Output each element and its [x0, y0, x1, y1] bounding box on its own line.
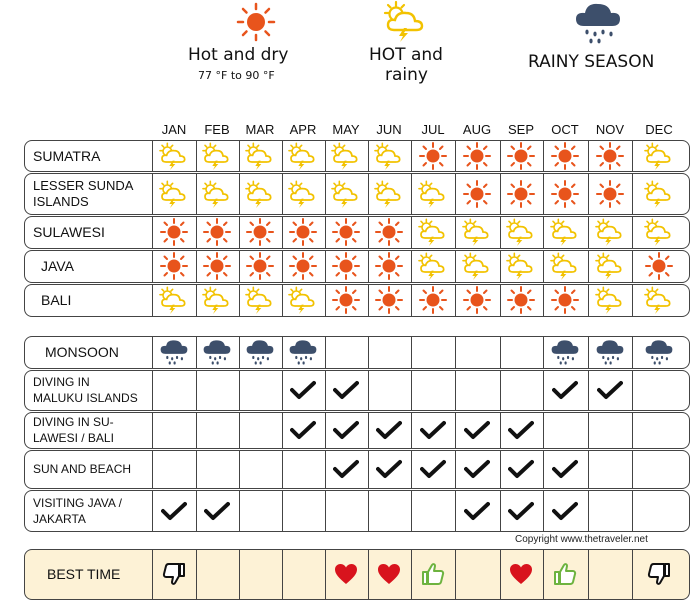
- sun-storm-icon: [326, 174, 366, 213]
- column-divider: [239, 451, 240, 488]
- column-divider: [282, 491, 283, 531]
- sun-icon: [501, 285, 541, 315]
- column-divider: [500, 371, 501, 410]
- checkmark-icon: [545, 451, 585, 487]
- climate-row: [24, 250, 690, 283]
- sun-icon: [369, 285, 409, 315]
- column-divider: [588, 337, 589, 368]
- sun-icon: [154, 251, 194, 281]
- checkmark-icon: [413, 413, 453, 447]
- column-divider: [588, 491, 589, 531]
- column-divider: [282, 451, 283, 488]
- column-divider: [455, 141, 456, 171]
- row-label: VISITING JAVA /: [33, 495, 122, 510]
- sun-storm-icon: [639, 285, 679, 315]
- checkmark-icon: [501, 491, 541, 530]
- month-label: DEC: [645, 122, 673, 137]
- best-time-row: [24, 549, 690, 600]
- checkmark-icon: [197, 491, 237, 530]
- column-divider: [325, 491, 326, 531]
- column-divider: [411, 217, 412, 248]
- legend-rainy-title: RAINY SEASON: [528, 52, 655, 72]
- climate-row: [24, 140, 690, 172]
- legend-hot-rainy-title-1: HOT and: [369, 45, 443, 65]
- month-label: FEB: [204, 122, 230, 137]
- checkmark-icon: [369, 451, 409, 487]
- sun-storm-icon: [197, 285, 237, 315]
- thumbs-down-icon: [154, 550, 194, 598]
- month-label: SEP: [507, 122, 534, 137]
- column-divider: [543, 337, 544, 368]
- checkmark-icon: [283, 371, 323, 409]
- sun-icon: [283, 251, 323, 281]
- column-divider: [455, 337, 456, 368]
- sun-storm-icon: [283, 174, 323, 213]
- column-divider: [632, 251, 633, 282]
- column-divider: [455, 217, 456, 248]
- row-label: BEST TIME: [47, 566, 121, 582]
- column-divider: [152, 217, 153, 248]
- thumbs-up-icon: [545, 550, 585, 598]
- heart-icon: [501, 550, 541, 598]
- copyright: Copyright www.thetraveler.net: [515, 534, 648, 545]
- sun-storm-icon: [545, 251, 585, 281]
- column-divider: [239, 491, 240, 531]
- row-label: MALUKU ISLANDS: [33, 391, 138, 405]
- sun-storm-icon: [590, 217, 630, 247]
- sun-storm-icon: [413, 251, 453, 281]
- checkmark-icon: [457, 451, 497, 487]
- row-label: DIVING IN SU-: [33, 415, 114, 429]
- sun-storm-icon: [240, 141, 280, 170]
- column-divider: [411, 251, 412, 282]
- sun-storm-icon: [240, 174, 280, 213]
- month-label: MAY: [332, 122, 360, 137]
- checkmark-icon: [326, 371, 366, 409]
- sun-icon: [326, 285, 366, 315]
- sun-storm-icon: [154, 141, 194, 170]
- column-divider: [455, 174, 456, 214]
- sun-storm-icon: [413, 217, 453, 247]
- column-divider: [196, 413, 197, 448]
- sun-icon: [457, 174, 497, 213]
- column-divider: [632, 285, 633, 316]
- column-divider: [368, 371, 369, 410]
- checkmark-icon: [326, 413, 366, 447]
- column-divider: [588, 217, 589, 248]
- column-divider: [632, 217, 633, 248]
- sun-icon: [590, 141, 630, 170]
- sun-storm-icon: [639, 174, 679, 213]
- column-divider: [455, 413, 456, 448]
- column-divider: [152, 251, 153, 282]
- row-label: SULAWESI: [33, 224, 105, 240]
- row-label: JAVA: [41, 258, 74, 274]
- sun-icon: [413, 141, 453, 170]
- rain-cloud-icon: [240, 337, 280, 367]
- sun-storm-icon: [639, 141, 679, 170]
- sun-storm-icon: [501, 251, 541, 281]
- rain-cloud-icon: [154, 337, 194, 367]
- column-divider: [411, 491, 412, 531]
- checkmark-icon: [326, 451, 366, 487]
- sun-icon: [457, 285, 497, 315]
- sun-icon: [501, 174, 541, 213]
- rain-cloud-icon: [639, 337, 679, 367]
- rain-cloud-icon: [283, 337, 323, 367]
- activity-row: [24, 450, 690, 489]
- column-divider: [543, 491, 544, 531]
- column-divider: [455, 491, 456, 531]
- checkmark-icon: [501, 413, 541, 447]
- row-label: LESSER SUNDA: [33, 177, 134, 193]
- column-divider: [152, 371, 153, 410]
- sun-icon: [240, 217, 280, 247]
- column-divider: [368, 337, 369, 368]
- checkmark-icon: [545, 491, 585, 530]
- rain-cloud-icon: [545, 337, 585, 367]
- month-label: JUL: [421, 122, 445, 137]
- rain-cloud-icon: [574, 0, 622, 51]
- column-divider: [543, 174, 544, 214]
- sun-icon: [240, 251, 280, 281]
- checkmark-icon: [501, 451, 541, 487]
- column-divider: [411, 371, 412, 410]
- row-label: SUN AND BEACH: [33, 462, 132, 476]
- column-divider: [632, 451, 633, 488]
- column-divider: [543, 413, 544, 448]
- sun-storm-icon: [590, 285, 630, 315]
- sun-storm-icon: [545, 217, 585, 247]
- column-divider: [632, 371, 633, 410]
- column-divider: [588, 413, 589, 448]
- sun-storm-icon: [457, 251, 497, 281]
- sun-storm-icon: [590, 251, 630, 281]
- checkmark-icon: [154, 491, 194, 530]
- sun-icon: [545, 285, 585, 315]
- row-label: JAKARTA: [33, 511, 86, 526]
- column-divider: [632, 550, 633, 599]
- checkmark-icon: [590, 371, 630, 409]
- column-divider: [455, 550, 456, 599]
- column-divider: [543, 451, 544, 488]
- checkmark-icon: [283, 413, 323, 447]
- sun-storm-icon: [326, 141, 366, 170]
- column-divider: [543, 217, 544, 248]
- sun-icon: [369, 217, 409, 247]
- column-divider: [152, 337, 153, 368]
- column-divider: [411, 141, 412, 171]
- column-divider: [632, 337, 633, 368]
- column-divider: [411, 337, 412, 368]
- column-divider: [543, 285, 544, 316]
- activity-row: [24, 336, 690, 369]
- column-divider: [152, 413, 153, 448]
- row-label: LAWESI / BALI: [33, 431, 114, 445]
- legend-hot-rainy-title-2: rainy: [385, 65, 428, 85]
- column-divider: [543, 141, 544, 171]
- column-divider: [588, 251, 589, 282]
- column-divider: [632, 174, 633, 214]
- sun-storm-icon: [283, 141, 323, 170]
- sun-storm-icon: [501, 217, 541, 247]
- sun-icon: [283, 217, 323, 247]
- checkmark-icon: [413, 451, 453, 487]
- column-divider: [543, 251, 544, 282]
- checkmark-icon: [545, 371, 585, 409]
- row-label: MONSOON: [45, 344, 119, 360]
- month-label: AUG: [462, 122, 492, 137]
- month-label: MAR: [245, 122, 275, 137]
- column-divider: [411, 285, 412, 316]
- column-divider: [239, 550, 240, 599]
- activity-row: [24, 490, 690, 532]
- climate-row: [24, 284, 690, 317]
- column-divider: [239, 413, 240, 448]
- month-label: OCT: [551, 122, 579, 137]
- checkmark-icon: [457, 491, 497, 530]
- column-divider: [632, 491, 633, 531]
- column-divider: [500, 337, 501, 368]
- legend-hot-dry-title: Hot and dry: [188, 45, 289, 65]
- column-divider: [588, 141, 589, 171]
- sun-icon: [154, 217, 194, 247]
- sun-storm-icon: [413, 174, 453, 213]
- month-label: JAN: [161, 122, 187, 137]
- heart-icon: [369, 550, 409, 598]
- sun-icon: [413, 285, 453, 315]
- column-divider: [588, 371, 589, 410]
- month-label: NOV: [595, 122, 625, 137]
- column-divider: [588, 451, 589, 488]
- sun-icon: [545, 174, 585, 213]
- sun-icon: [326, 217, 366, 247]
- sun-storm-icon: [154, 174, 194, 213]
- column-divider: [588, 174, 589, 214]
- column-divider: [411, 550, 412, 599]
- month-label: APR: [289, 122, 317, 137]
- column-divider: [282, 550, 283, 599]
- column-divider: [632, 141, 633, 171]
- row-label: ISLANDS: [33, 193, 89, 209]
- thumbs-up-icon: [413, 550, 453, 598]
- checkmark-icon: [369, 413, 409, 447]
- checkmark-icon: [457, 413, 497, 447]
- row-label: BALI: [41, 292, 72, 308]
- sun-icon: [236, 2, 276, 47]
- column-divider: [543, 550, 544, 599]
- sun-storm-icon: [382, 0, 430, 47]
- column-divider: [152, 174, 153, 214]
- sun-storm-icon: [369, 174, 409, 213]
- sun-storm-icon: [154, 285, 194, 315]
- column-divider: [152, 141, 153, 171]
- climate-row: [24, 216, 690, 249]
- column-divider: [152, 451, 153, 488]
- column-divider: [196, 451, 197, 488]
- thumbs-down-icon: [639, 550, 679, 598]
- sun-storm-icon: [369, 141, 409, 170]
- column-divider: [588, 285, 589, 316]
- column-divider: [196, 550, 197, 599]
- column-divider: [455, 285, 456, 316]
- column-divider: [455, 251, 456, 282]
- sun-icon: [369, 251, 409, 281]
- sun-icon: [457, 141, 497, 170]
- sun-storm-icon: [240, 285, 280, 315]
- row-label: DIVING IN: [33, 375, 90, 389]
- column-divider: [455, 451, 456, 488]
- heart-icon: [326, 550, 366, 598]
- column-divider: [455, 371, 456, 410]
- row-label: SUMATRA: [33, 147, 101, 164]
- sun-storm-icon: [197, 174, 237, 213]
- sun-icon: [501, 141, 541, 170]
- column-divider: [325, 337, 326, 368]
- column-divider: [411, 451, 412, 488]
- month-label: JUN: [376, 122, 402, 137]
- climate-row: [24, 173, 690, 215]
- column-divider: [368, 491, 369, 531]
- rain-cloud-icon: [590, 337, 630, 367]
- sun-storm-icon: [457, 217, 497, 247]
- column-divider: [632, 413, 633, 448]
- sun-icon: [326, 251, 366, 281]
- sun-icon: [545, 141, 585, 170]
- column-divider: [543, 371, 544, 410]
- sun-icon: [197, 251, 237, 281]
- activity-row: [24, 412, 690, 449]
- sun-storm-icon: [283, 285, 323, 315]
- sun-storm-icon: [197, 141, 237, 170]
- column-divider: [411, 413, 412, 448]
- sun-icon: [590, 174, 630, 213]
- rain-cloud-icon: [197, 337, 237, 367]
- column-divider: [588, 550, 589, 599]
- column-divider: [152, 550, 153, 599]
- column-divider: [152, 491, 153, 531]
- legend-hot-dry-range: 77 °F to 90 °F: [198, 69, 275, 82]
- activity-row: [24, 370, 690, 411]
- column-divider: [196, 371, 197, 410]
- column-divider: [411, 174, 412, 214]
- sun-icon: [639, 251, 679, 281]
- sun-icon: [197, 217, 237, 247]
- column-divider: [152, 285, 153, 316]
- column-divider: [239, 371, 240, 410]
- sun-storm-icon: [639, 217, 679, 247]
